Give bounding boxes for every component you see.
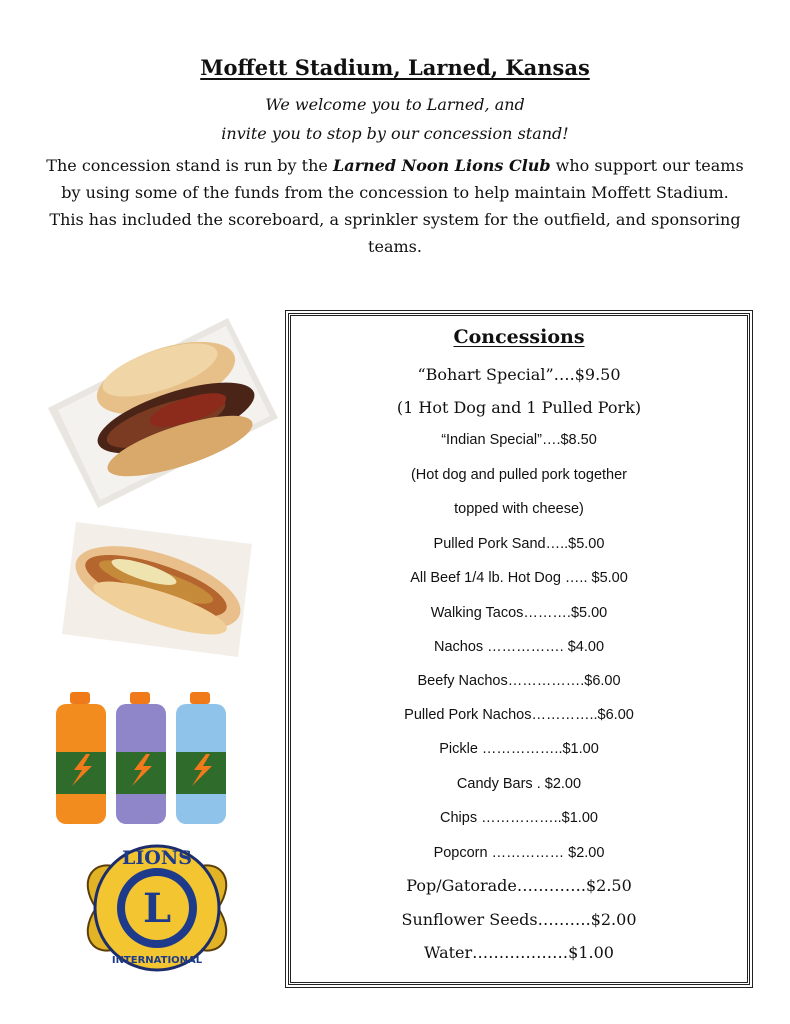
menu-item: Sunflower Seeds……….$2.00 [401, 910, 637, 929]
welcome-line-1: We welcome you to Larned, and [265, 95, 525, 114]
menu-item: Chips ……………..$1.00 [440, 810, 598, 826]
gatorade-bottles-photo [52, 690, 232, 825]
gatorade-bottle [176, 692, 226, 824]
menu-item: All Beef 1/4 lb. Hot Dog ….. $5.00 [410, 570, 628, 586]
menu-item: Pulled Pork Nachos…………..$6.00 [404, 707, 634, 723]
menu-item: “Bohart Special”….$9.50 [417, 365, 621, 384]
menu-item: Candy Bars . $2.00 [456, 776, 582, 792]
pulled-pork-sandwich-photo [48, 318, 278, 508]
gatorade-bottle [56, 692, 106, 824]
club-name: Larned Noon Lions Club [332, 156, 551, 175]
menu-item: Nachos ……………. $4.00 [433, 639, 605, 655]
menu-item: Pop/Gatorade………….$2.50 [406, 876, 632, 895]
lions-international-logo [66, 838, 248, 978]
welcome-line-2: invite you to stop by our concession stand! [221, 124, 569, 143]
gatorade-bottle [116, 692, 166, 824]
menu-item: Beefy Nachos…………….$6.00 [417, 673, 621, 689]
menu-item: Popcorn …………… $2.00 [433, 845, 605, 861]
menu-item: “Indian Special”….$8.50 [441, 432, 597, 448]
intro-paragraph [45, 152, 745, 260]
menu-item: Pulled Pork Sand…..$5.00 [433, 536, 605, 552]
logo-letter: L [142, 885, 172, 932]
intro-text-before: The concession stand is run by the [46, 156, 333, 175]
menu-item: Walking Tacos……….$5.00 [430, 605, 608, 621]
menu-item: (1 Hot Dog and 1 Pulled Pork) [396, 398, 642, 417]
concessions-title: Concessions [453, 326, 585, 348]
page-title: Moffett Stadium, Larned, Kansas [200, 55, 590, 80]
intro-text-after: who support our teams by using some of the funds from the concession to help maintain Moffett Stadium. This has included the scoreboard, a sprinkler system for the outfield, and sponsoring teams. [49, 156, 744, 256]
menu-item: Water………………$1.00 [424, 943, 614, 962]
logo-text-top: LIONS [122, 847, 192, 869]
logo-text-bottom: INTERNATIONAL [111, 955, 203, 966]
menu-item: (Hot dog and pulled pork together [410, 467, 628, 483]
menu-item: topped with cheese) [454, 501, 584, 517]
hot-dog-photo [62, 522, 252, 657]
menu-item: Pickle ……………..$1.00 [439, 741, 599, 757]
